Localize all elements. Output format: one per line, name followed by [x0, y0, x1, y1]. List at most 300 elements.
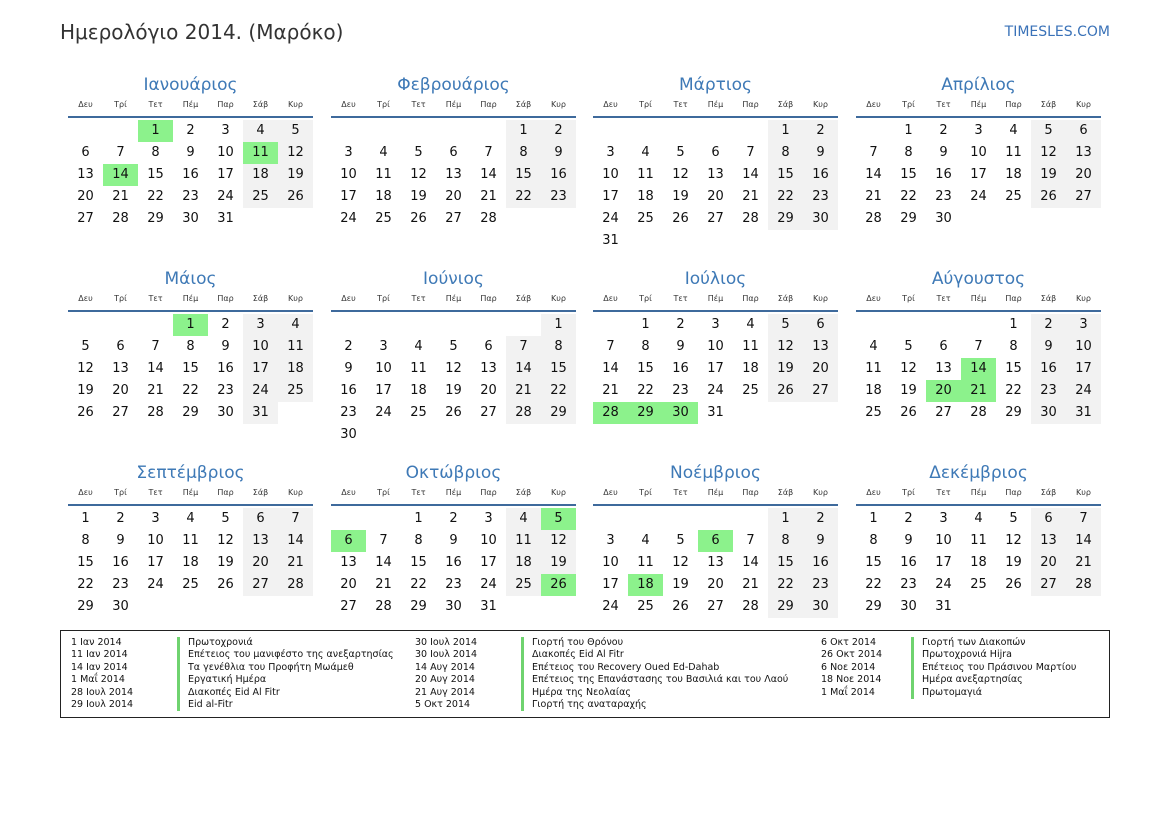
day-cell[interactable]: 27: [707, 599, 724, 614]
day-cell[interactable]: 26: [445, 405, 462, 420]
day-cell[interactable]: 20: [340, 577, 357, 592]
day-cell[interactable]: 16: [217, 361, 234, 376]
day-cell[interactable]: 10: [935, 533, 952, 548]
day-cell[interactable]: 15: [506, 164, 541, 186]
day-cell[interactable]: 18: [865, 383, 882, 398]
day-cell[interactable]: 6: [711, 145, 720, 160]
day-cell[interactable]: 28: [147, 405, 164, 420]
day-cell[interactable]: 2: [904, 511, 913, 526]
day-cell[interactable]: 26: [1031, 186, 1066, 208]
day-cell[interactable]: 20: [707, 577, 724, 592]
day-cell[interactable]: 27: [1031, 574, 1066, 596]
day-cell[interactable]: 26: [900, 405, 917, 420]
day-cell[interactable]: 22: [1005, 383, 1022, 398]
day-cell[interactable]: 8: [541, 336, 576, 358]
day-cell[interactable]: 7: [278, 508, 313, 530]
day-cell[interactable]: 31: [480, 599, 497, 614]
day-cell[interactable]: 30: [663, 402, 698, 424]
day-cell[interactable]: 22: [182, 383, 199, 398]
day-cell[interactable]: 13: [1066, 142, 1101, 164]
day-cell[interactable]: 4: [974, 511, 983, 526]
day-cell[interactable]: 24: [375, 405, 392, 420]
day-cell[interactable]: 5: [221, 511, 230, 526]
day-cell[interactable]: 24: [935, 577, 952, 592]
day-cell[interactable]: 13: [803, 336, 838, 358]
day-cell[interactable]: 14: [742, 167, 759, 182]
day-cell[interactable]: 25: [742, 383, 759, 398]
day-cell[interactable]: 8: [641, 339, 650, 354]
day-cell[interactable]: 2: [449, 511, 458, 526]
day-cell[interactable]: 19: [900, 383, 917, 398]
day-cell[interactable]: 22: [147, 189, 164, 204]
day-cell[interactable]: 12: [77, 361, 94, 376]
day-cell[interactable]: 29: [77, 599, 94, 614]
day-cell[interactable]: 8: [414, 533, 423, 548]
day-cell[interactable]: 6: [116, 339, 125, 354]
day-cell[interactable]: 5: [414, 145, 423, 160]
day-cell[interactable]: 19: [77, 383, 94, 398]
day-cell[interactable]: 22: [77, 577, 94, 592]
day-cell[interactable]: 9: [344, 361, 353, 376]
day-cell[interactable]: 29: [768, 208, 803, 230]
day-cell[interactable]: 17: [243, 358, 278, 380]
day-cell[interactable]: 11: [410, 361, 427, 376]
day-cell[interactable]: 6: [243, 508, 278, 530]
day-cell[interactable]: 16: [672, 361, 689, 376]
day-cell[interactable]: 29: [182, 405, 199, 420]
day-cell[interactable]: 3: [606, 145, 615, 160]
day-cell[interactable]: 3: [344, 145, 353, 160]
day-cell[interactable]: 18: [1005, 167, 1022, 182]
day-cell[interactable]: 2: [676, 317, 685, 332]
day-cell[interactable]: 14: [602, 361, 619, 376]
day-cell[interactable]: 30: [803, 596, 838, 618]
day-cell[interactable]: 7: [746, 145, 755, 160]
day-cell[interactable]: 23: [1031, 380, 1066, 402]
day-cell[interactable]: 17: [935, 555, 952, 570]
day-cell[interactable]: 1: [414, 511, 423, 526]
day-cell[interactable]: 31: [935, 599, 952, 614]
day-cell[interactable]: 9: [676, 339, 685, 354]
day-cell[interactable]: 6: [81, 145, 90, 160]
day-cell[interactable]: 27: [480, 405, 497, 420]
day-cell[interactable]: 21: [278, 552, 313, 574]
day-cell[interactable]: 14: [742, 555, 759, 570]
day-cell[interactable]: 28: [742, 211, 759, 226]
day-cell[interactable]: 21: [375, 577, 392, 592]
day-cell[interactable]: 10: [1066, 336, 1101, 358]
day-cell[interactable]: 30: [217, 405, 234, 420]
day-cell[interactable]: 20: [1066, 164, 1101, 186]
day-cell[interactable]: 12: [410, 167, 427, 182]
day-cell[interactable]: 20: [112, 383, 129, 398]
day-cell[interactable]: 27: [803, 380, 838, 402]
day-cell[interactable]: 20: [445, 189, 462, 204]
day-cell[interactable]: 8: [151, 145, 160, 160]
day-cell[interactable]: 24: [243, 380, 278, 402]
day-cell[interactable]: 12: [217, 533, 234, 548]
day-cell[interactable]: 24: [480, 577, 497, 592]
day-cell[interactable]: 25: [970, 577, 987, 592]
site-link[interactable]: TIMESLES.COM: [1004, 24, 1110, 40]
day-cell[interactable]: 6: [484, 339, 493, 354]
day-cell[interactable]: 31: [217, 211, 234, 226]
day-cell[interactable]: 18: [278, 358, 313, 380]
day-cell[interactable]: 8: [506, 142, 541, 164]
day-cell[interactable]: 27: [77, 211, 94, 226]
day-cell[interactable]: 9: [541, 142, 576, 164]
day-cell[interactable]: 12: [672, 167, 689, 182]
day-cell[interactable]: 2: [221, 317, 230, 332]
day-cell[interactable]: 28: [742, 599, 759, 614]
day-cell[interactable]: 23: [900, 577, 917, 592]
day-cell[interactable]: 9: [116, 533, 125, 548]
day-cell[interactable]: 13: [707, 167, 724, 182]
day-cell[interactable]: 19: [672, 189, 689, 204]
day-cell[interactable]: 31: [707, 405, 724, 420]
day-cell[interactable]: 5: [904, 339, 913, 354]
day-cell[interactable]: 16: [340, 383, 357, 398]
day-cell[interactable]: 16: [1031, 358, 1066, 380]
day-cell[interactable]: 24: [707, 383, 724, 398]
day-cell[interactable]: 19: [1005, 555, 1022, 570]
day-cell[interactable]: 23: [445, 577, 462, 592]
day-cell[interactable]: 4: [243, 120, 278, 142]
day-cell[interactable]: 18: [410, 383, 427, 398]
day-cell[interactable]: 7: [116, 145, 125, 160]
day-cell[interactable]: 21: [865, 189, 882, 204]
day-cell[interactable]: 6: [803, 314, 838, 336]
day-cell[interactable]: 26: [1005, 577, 1022, 592]
day-cell[interactable]: 26: [278, 186, 313, 208]
day-cell[interactable]: 2: [1031, 314, 1066, 336]
day-cell[interactable]: 29: [1005, 405, 1022, 420]
day-cell[interactable]: 6: [939, 339, 948, 354]
day-cell[interactable]: 18: [375, 189, 392, 204]
day-cell[interactable]: 30: [935, 211, 952, 226]
day-cell[interactable]: 11: [637, 555, 654, 570]
day-cell[interactable]: 6: [1066, 120, 1101, 142]
day-cell[interactable]: 20: [803, 358, 838, 380]
day-cell[interactable]: 5: [1009, 511, 1018, 526]
day-cell[interactable]: 14: [506, 358, 541, 380]
day-cell[interactable]: 22: [410, 577, 427, 592]
day-cell[interactable]: 7: [606, 339, 615, 354]
day-cell[interactable]: 18: [182, 555, 199, 570]
day-cell[interactable]: 16: [182, 167, 199, 182]
day-cell[interactable]: 22: [865, 577, 882, 592]
day-cell[interactable]: 31: [602, 233, 619, 248]
day-cell[interactable]: 21: [506, 380, 541, 402]
day-cell[interactable]: 15: [865, 555, 882, 570]
day-cell[interactable]: 30: [445, 599, 462, 614]
day-cell[interactable]: 14: [278, 530, 313, 552]
day-cell[interactable]: 3: [379, 339, 388, 354]
day-cell[interactable]: 21: [742, 189, 759, 204]
day-cell[interactable]: 3: [711, 317, 720, 332]
day-cell[interactable]: 9: [803, 530, 838, 552]
day-cell[interactable]: 12: [541, 530, 576, 552]
day-cell[interactable]: 14: [375, 555, 392, 570]
day-cell[interactable]: 10: [602, 167, 619, 182]
day-cell[interactable]: 16: [935, 167, 952, 182]
day-cell[interactable]: 12: [900, 361, 917, 376]
day-cell[interactable]: 19: [217, 555, 234, 570]
day-cell[interactable]: 11: [506, 530, 541, 552]
day-cell[interactable]: 25: [182, 577, 199, 592]
day-cell[interactable]: 25: [1005, 189, 1022, 204]
day-cell[interactable]: 5: [81, 339, 90, 354]
day-cell[interactable]: 26: [768, 380, 803, 402]
day-cell[interactable]: 23: [803, 186, 838, 208]
day-cell[interactable]: 21: [742, 577, 759, 592]
day-cell[interactable]: 18: [637, 189, 654, 204]
day-cell[interactable]: 8: [1009, 339, 1018, 354]
day-cell[interactable]: 23: [112, 577, 129, 592]
day-cell[interactable]: 27: [340, 599, 357, 614]
day-cell[interactable]: 28: [278, 574, 313, 596]
day-cell[interactable]: 27: [112, 405, 129, 420]
day-cell[interactable]: 22: [541, 380, 576, 402]
day-cell[interactable]: 3: [1066, 314, 1101, 336]
day-cell[interactable]: 13: [480, 361, 497, 376]
day-cell[interactable]: 16: [803, 552, 838, 574]
day-cell[interactable]: 13: [935, 361, 952, 376]
day-cell[interactable]: 14: [865, 167, 882, 182]
day-cell[interactable]: 24: [1066, 380, 1101, 402]
day-cell[interactable]: 4: [278, 314, 313, 336]
day-cell[interactable]: 2: [939, 123, 948, 138]
day-cell[interactable]: 29: [628, 402, 663, 424]
day-cell[interactable]: 31: [243, 402, 278, 424]
day-cell[interactable]: 5: [676, 533, 685, 548]
day-cell[interactable]: 18: [628, 574, 663, 596]
day-cell[interactable]: 29: [865, 599, 882, 614]
day-cell[interactable]: 25: [278, 380, 313, 402]
day-cell[interactable]: 31: [1066, 402, 1101, 424]
day-cell[interactable]: 10: [217, 145, 234, 160]
day-cell[interactable]: 10: [375, 361, 392, 376]
day-cell[interactable]: 29: [541, 402, 576, 424]
day-cell[interactable]: 20: [77, 189, 94, 204]
day-cell[interactable]: 7: [1066, 508, 1101, 530]
day-cell[interactable]: 25: [243, 186, 278, 208]
day-cell[interactable]: 21: [602, 383, 619, 398]
day-cell[interactable]: 23: [803, 574, 838, 596]
day-cell[interactable]: 4: [186, 511, 195, 526]
day-cell[interactable]: 19: [278, 164, 313, 186]
day-cell[interactable]: 26: [217, 577, 234, 592]
day-cell[interactable]: 10: [707, 339, 724, 354]
day-cell[interactable]: 19: [672, 577, 689, 592]
day-cell[interactable]: 19: [541, 552, 576, 574]
day-cell[interactable]: 1: [1009, 317, 1018, 332]
day-cell[interactable]: 25: [637, 211, 654, 226]
day-cell[interactable]: 13: [707, 555, 724, 570]
day-cell[interactable]: 23: [672, 383, 689, 398]
day-cell[interactable]: 3: [151, 511, 160, 526]
day-cell[interactable]: 7: [974, 339, 983, 354]
day-cell[interactable]: 4: [641, 533, 650, 548]
day-cell[interactable]: 1: [173, 314, 208, 336]
day-cell[interactable]: 25: [637, 599, 654, 614]
day-cell[interactable]: 15: [1005, 361, 1022, 376]
day-cell[interactable]: 16: [803, 164, 838, 186]
day-cell[interactable]: 10: [970, 145, 987, 160]
day-cell[interactable]: 2: [803, 120, 838, 142]
day-cell[interactable]: 6: [1031, 508, 1066, 530]
day-cell[interactable]: 12: [1005, 533, 1022, 548]
day-cell[interactable]: 24: [217, 189, 234, 204]
day-cell[interactable]: 9: [803, 142, 838, 164]
day-cell[interactable]: 19: [410, 189, 427, 204]
day-cell[interactable]: 28: [593, 402, 628, 424]
day-cell[interactable]: 22: [637, 383, 654, 398]
day-cell[interactable]: 23: [182, 189, 199, 204]
day-cell[interactable]: 18: [742, 361, 759, 376]
day-cell[interactable]: 11: [970, 533, 987, 548]
day-cell[interactable]: 22: [900, 189, 917, 204]
day-cell[interactable]: 17: [602, 577, 619, 592]
day-cell[interactable]: 5: [541, 508, 576, 530]
day-cell[interactable]: 28: [1066, 574, 1101, 596]
day-cell[interactable]: 16: [445, 555, 462, 570]
day-cell[interactable]: 22: [768, 574, 803, 596]
day-cell[interactable]: 24: [340, 211, 357, 226]
day-cell[interactable]: 15: [147, 167, 164, 182]
day-cell[interactable]: 12: [445, 361, 462, 376]
day-cell[interactable]: 4: [379, 145, 388, 160]
day-cell[interactable]: 14: [1066, 530, 1101, 552]
day-cell[interactable]: 2: [803, 508, 838, 530]
day-cell[interactable]: 15: [768, 552, 803, 574]
day-cell[interactable]: 16: [112, 555, 129, 570]
day-cell[interactable]: 2: [116, 511, 125, 526]
day-cell[interactable]: 9: [186, 145, 195, 160]
day-cell[interactable]: 15: [182, 361, 199, 376]
day-cell[interactable]: 3: [974, 123, 983, 138]
day-cell[interactable]: 5: [278, 120, 313, 142]
day-cell[interactable]: 7: [506, 336, 541, 358]
day-cell[interactable]: 11: [742, 339, 759, 354]
day-cell[interactable]: 23: [340, 405, 357, 420]
day-cell[interactable]: 24: [147, 577, 164, 592]
day-cell[interactable]: 29: [410, 599, 427, 614]
day-cell[interactable]: 15: [900, 167, 917, 182]
day-cell[interactable]: 17: [217, 167, 234, 182]
day-cell[interactable]: 15: [768, 164, 803, 186]
day-cell[interactable]: 4: [1009, 123, 1018, 138]
day-cell[interactable]: 2: [344, 339, 353, 354]
day-cell[interactable]: 13: [445, 167, 462, 182]
day-cell[interactable]: 20: [707, 189, 724, 204]
day-cell[interactable]: 17: [375, 383, 392, 398]
day-cell[interactable]: 3: [939, 511, 948, 526]
day-cell[interactable]: 27: [445, 211, 462, 226]
day-cell[interactable]: 23: [935, 189, 952, 204]
day-cell[interactable]: 13: [340, 555, 357, 570]
day-cell[interactable]: 30: [112, 599, 129, 614]
day-cell[interactable]: 21: [480, 189, 497, 204]
day-cell[interactable]: 8: [186, 339, 195, 354]
day-cell[interactable]: 7: [379, 533, 388, 548]
day-cell[interactable]: 26: [410, 211, 427, 226]
day-cell[interactable]: 17: [340, 189, 357, 204]
day-cell[interactable]: 1: [138, 120, 173, 142]
day-cell[interactable]: 28: [480, 211, 497, 226]
day-cell[interactable]: 24: [602, 211, 619, 226]
day-cell[interactable]: 9: [449, 533, 458, 548]
day-cell[interactable]: 10: [147, 533, 164, 548]
day-cell[interactable]: 10: [480, 533, 497, 548]
day-cell[interactable]: 2: [541, 120, 576, 142]
day-cell[interactable]: 18: [243, 164, 278, 186]
day-cell[interactable]: 21: [1066, 552, 1101, 574]
day-cell[interactable]: 10: [243, 336, 278, 358]
day-cell[interactable]: 8: [81, 533, 90, 548]
day-cell[interactable]: 14: [103, 164, 138, 186]
day-cell[interactable]: 16: [900, 555, 917, 570]
day-cell[interactable]: 6: [449, 145, 458, 160]
day-cell[interactable]: 22: [506, 186, 541, 208]
day-cell[interactable]: 30: [340, 427, 357, 442]
day-cell[interactable]: 4: [746, 317, 755, 332]
day-cell[interactable]: 1: [506, 120, 541, 142]
day-cell[interactable]: 11: [278, 336, 313, 358]
day-cell[interactable]: 11: [865, 361, 882, 376]
day-cell[interactable]: 23: [217, 383, 234, 398]
day-cell[interactable]: 1: [81, 511, 90, 526]
day-cell[interactable]: 17: [1066, 358, 1101, 380]
day-cell[interactable]: 11: [637, 167, 654, 182]
day-cell[interactable]: 9: [904, 533, 913, 548]
day-cell[interactable]: 28: [970, 405, 987, 420]
day-cell[interactable]: 25: [410, 405, 427, 420]
day-cell[interactable]: 4: [506, 508, 541, 530]
day-cell[interactable]: 14: [147, 361, 164, 376]
day-cell[interactable]: 15: [637, 361, 654, 376]
day-cell[interactable]: 28: [506, 402, 541, 424]
day-cell[interactable]: 23: [541, 186, 576, 208]
day-cell[interactable]: 1: [768, 508, 803, 530]
day-cell[interactable]: 13: [243, 530, 278, 552]
day-cell[interactable]: 9: [1031, 336, 1066, 358]
day-cell[interactable]: 25: [375, 211, 392, 226]
day-cell[interactable]: 27: [935, 405, 952, 420]
day-cell[interactable]: 5: [768, 314, 803, 336]
day-cell[interactable]: 17: [147, 555, 164, 570]
day-cell[interactable]: 15: [410, 555, 427, 570]
day-cell[interactable]: 11: [1005, 145, 1022, 160]
day-cell[interactable]: 7: [746, 533, 755, 548]
day-cell[interactable]: 25: [865, 405, 882, 420]
day-cell[interactable]: 12: [278, 142, 313, 164]
day-cell[interactable]: 29: [768, 596, 803, 618]
day-cell[interactable]: 24: [970, 189, 987, 204]
day-cell[interactable]: 26: [77, 405, 94, 420]
day-cell[interactable]: 11: [182, 533, 199, 548]
day-cell[interactable]: 26: [541, 574, 576, 596]
day-cell[interactable]: 20: [243, 552, 278, 574]
day-cell[interactable]: 27: [707, 211, 724, 226]
day-cell[interactable]: 3: [221, 123, 230, 138]
day-cell[interactable]: 24: [602, 599, 619, 614]
day-cell[interactable]: 4: [641, 145, 650, 160]
day-cell[interactable]: 1: [869, 511, 878, 526]
day-cell[interactable]: 17: [602, 189, 619, 204]
day-cell[interactable]: 15: [77, 555, 94, 570]
day-cell[interactable]: 16: [541, 164, 576, 186]
